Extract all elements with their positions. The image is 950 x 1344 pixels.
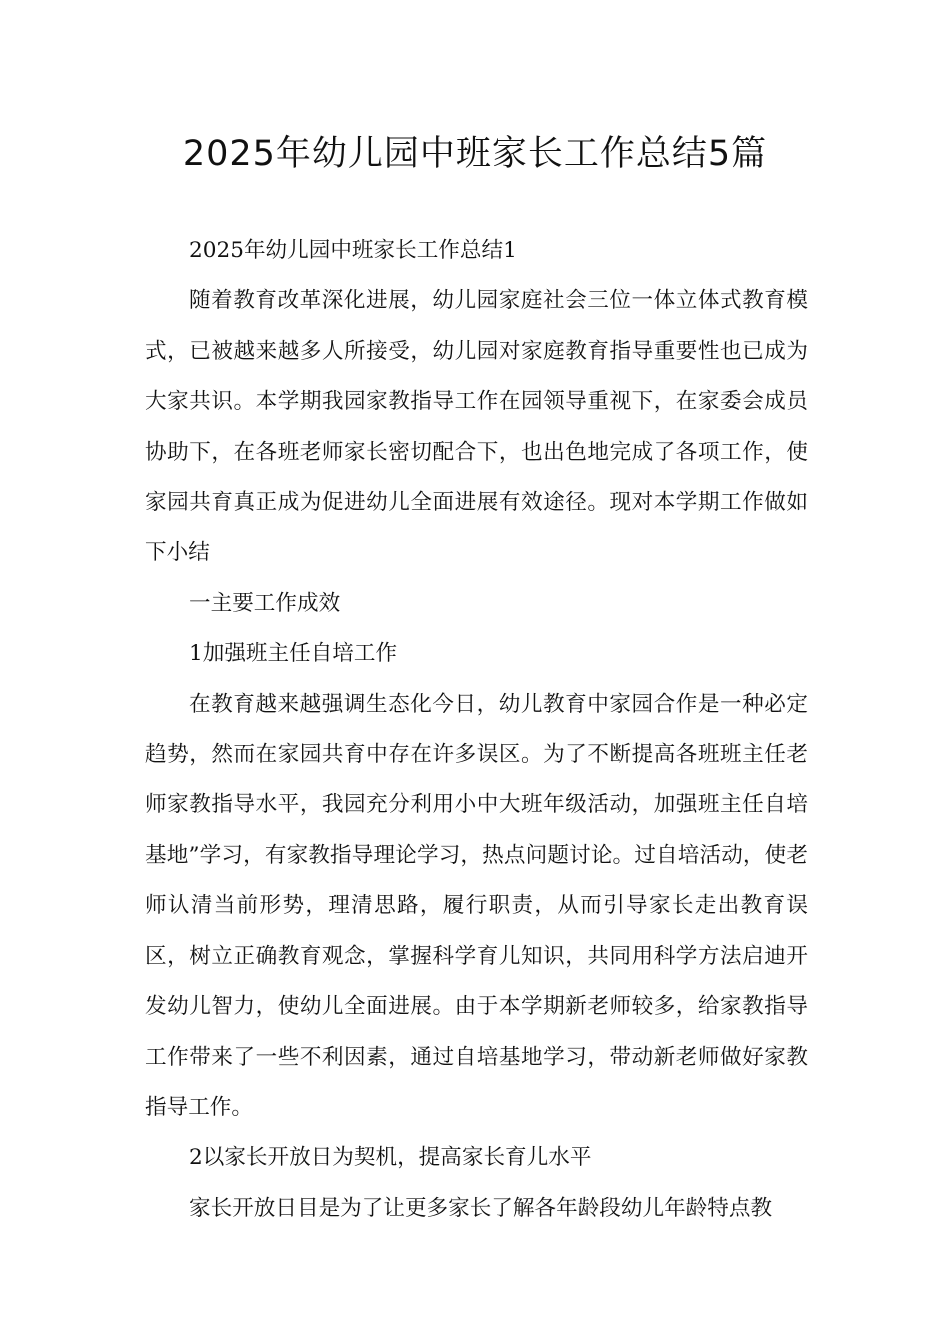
subsection-heading: 1加强班主任自培工作	[189, 641, 398, 667]
section-heading: 2025年幼儿园中班家长工作总结1	[189, 238, 517, 263]
document-title: 2025年幼儿园中班家长工作总结5篇	[182, 134, 768, 174]
body-paragraph: 家长开放日目是为了让更多家长了解各年龄段幼儿年龄特点教	[189, 1195, 773, 1221]
subsection-heading: 2以家长开放日为契机，提高家长育儿水平	[189, 1145, 592, 1171]
body-paragraph: 随着教育改革深化进展，幼儿园家庭社会三位一体立体式教育模式，已被越来越多人所接受，幼儿园对家庭教育指导重要性也已成为大家共识。本学期我园家教指导工作在园领导重视下，在家委会成员协助下，在各班老师家长密切配合下，也出色地完成了各项工作，使家园共育真正成为促进幼儿全面进展有效途径。现对本学期工作做如下小结	[145, 288, 808, 566]
section-heading: 一主要工作成效	[189, 590, 341, 616]
body-paragraph: 在教育越来越强调生态化今日，幼儿教育中家园合作是一种必定趋势，然而在家园共育中存在许多误区。为了不断提高各班班主任老师家教指导水平，我园充分利用小中大班年级活动，加强班主任自培基地”学习，有家教指导理论学习，热点问题讨论。过自培活动，使老师认清当前形势，理清思路，履行职责，从而引导家长走出教育误区，树立正确教育观念，掌握科学育儿知识，共同用科学方法启迪开发幼儿智力，使幼儿全面进展。由于本学期新老师较多，给家教指导工作带来了一些不利因素，通过自培基地学习，带动新老师做好家教指导工作。	[145, 691, 808, 1120]
document-body	[145, 226, 808, 1234]
